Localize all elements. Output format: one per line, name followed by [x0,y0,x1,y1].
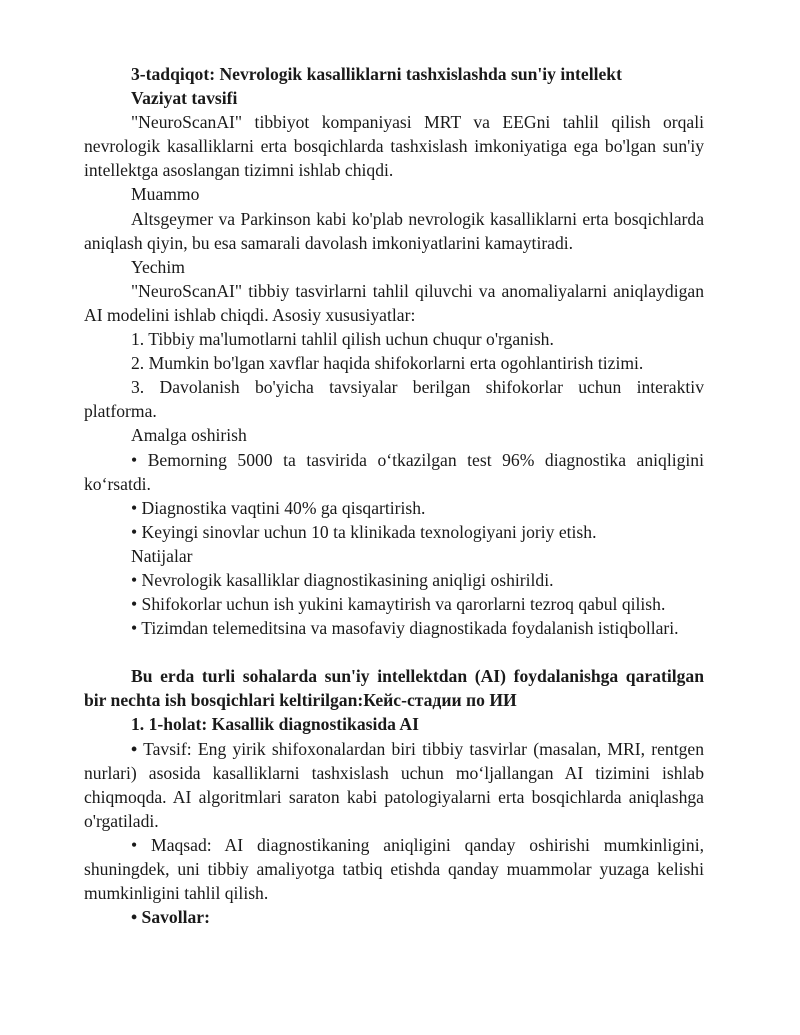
paragraph-spacer [84,640,704,664]
problem-paragraph: Altsgeymer va Parkinson kabi ko'plab nevrologik kasalliklarni erta bosqichlarda aniqlash qiyin, bu esa samarali davolash imkoniyatlarini kamaytiradi. [84,208,704,253]
result-item: • Shifokorlar uchun ish yukini kamaytirish va qarorlarni tezroq qabul qilish. [131,594,666,615]
case1-goal: • Maqsad: AI diagnostikaning aniqligini qanday oshirishi mumkinligini, shuningdek, uni tibbiy amaliyotga tatbiq etishda qanday muammolar yuzaga kelishi mumkinligini tahlil qilish. [84,834,704,904]
document-heading: 3-tadqiqot: Nevrologik kasalliklarni tashxislashda sun'iy intellekt [131,64,622,84]
result-item: • Nevrologik kasalliklar diagnostikasining aniqligi oshirildi. [131,569,554,590]
case1-description [84,737,704,833]
feature-item: 1. Tibbiy ma'lumotlarni tahlil qilish uchun chuqur o'rganish. [131,329,554,350]
situation-paragraph: "NeuroScanAI" tibbiyot kompaniyasi MRT va EEGni tahlil qilish orqali nevrologik kasalliklarni erta bosqichlarda tashxislash imkoniyatiga ega bo'lgan sun'iy intellektga asoslangan tizimni ishlab chiqdi. [84,112,704,181]
solution-paragraph: "NeuroScanAI" tibbiy tasvirlarni tahlil qiluvchi va anomaliyalarni aniqlaydigan AI modelini ishlab chiqdi. Asosiy xususiyatlar: [84,280,704,325]
implementation-item: • Keyingi sinovlar uchun 10 ta klinikada texnologiyani joriy etish. [131,521,597,542]
case1-title: 1. 1-holat: Kasallik diagnostikasida AI [131,714,419,735]
section-heading-results: Natijalar [131,545,193,566]
implementation-item: • Diagnostika vaqtini 40% ga qisqartirish. [131,497,426,518]
case1-description-text: Tavsif: Eng yirik shifoxonalardan biri tibbiy tasvirlar (masalan, MRI, rentgen nurlari) asosida kasalliklarni tashxislash uchun mo‘ljallangan AI tizimini ishlab chiqmoqda. AI algoritmlari saraton kabi patologiyalarni erta bosqichlarda aniqlashga o'rgatiladi. [84,738,704,831]
implementation-item: • Bemorning 5000 ta tasvirida o‘tkazilgan test 96% diagnostika aniqligini ko‘rsatdi. [84,449,704,494]
case-studies-intro: Bu erda turli sohalarda sun'iy intellektdan (AI) foydalanishga qaratilgan bir nechta ish bosqichlari keltirilgan:Кейс-стадии по ИИ [84,666,704,711]
case1-questions: • Savollar: [131,907,210,928]
section-heading-problem: Muammo [131,184,200,205]
section-heading-situation: Vaziyat tavsifi [131,88,238,109]
section-heading-solution: Yechim [131,256,185,277]
feature-item: 2. Mumkin bo'lgan xavflar haqida shifokorlarni erta ogohlantirish tizimi. [131,353,644,374]
bullet-marker: • [131,738,138,759]
section-heading-implementation: Amalga oshirish [131,425,247,446]
feature-item: 3. Davolanish bo'yicha tavsiyalar berilgan shifokorlar uchun interaktiv platforma. [84,377,704,422]
result-item: • Tizimdan telemeditsina va masofaviy diagnostikada foydalanish istiqbollari. [131,618,679,639]
